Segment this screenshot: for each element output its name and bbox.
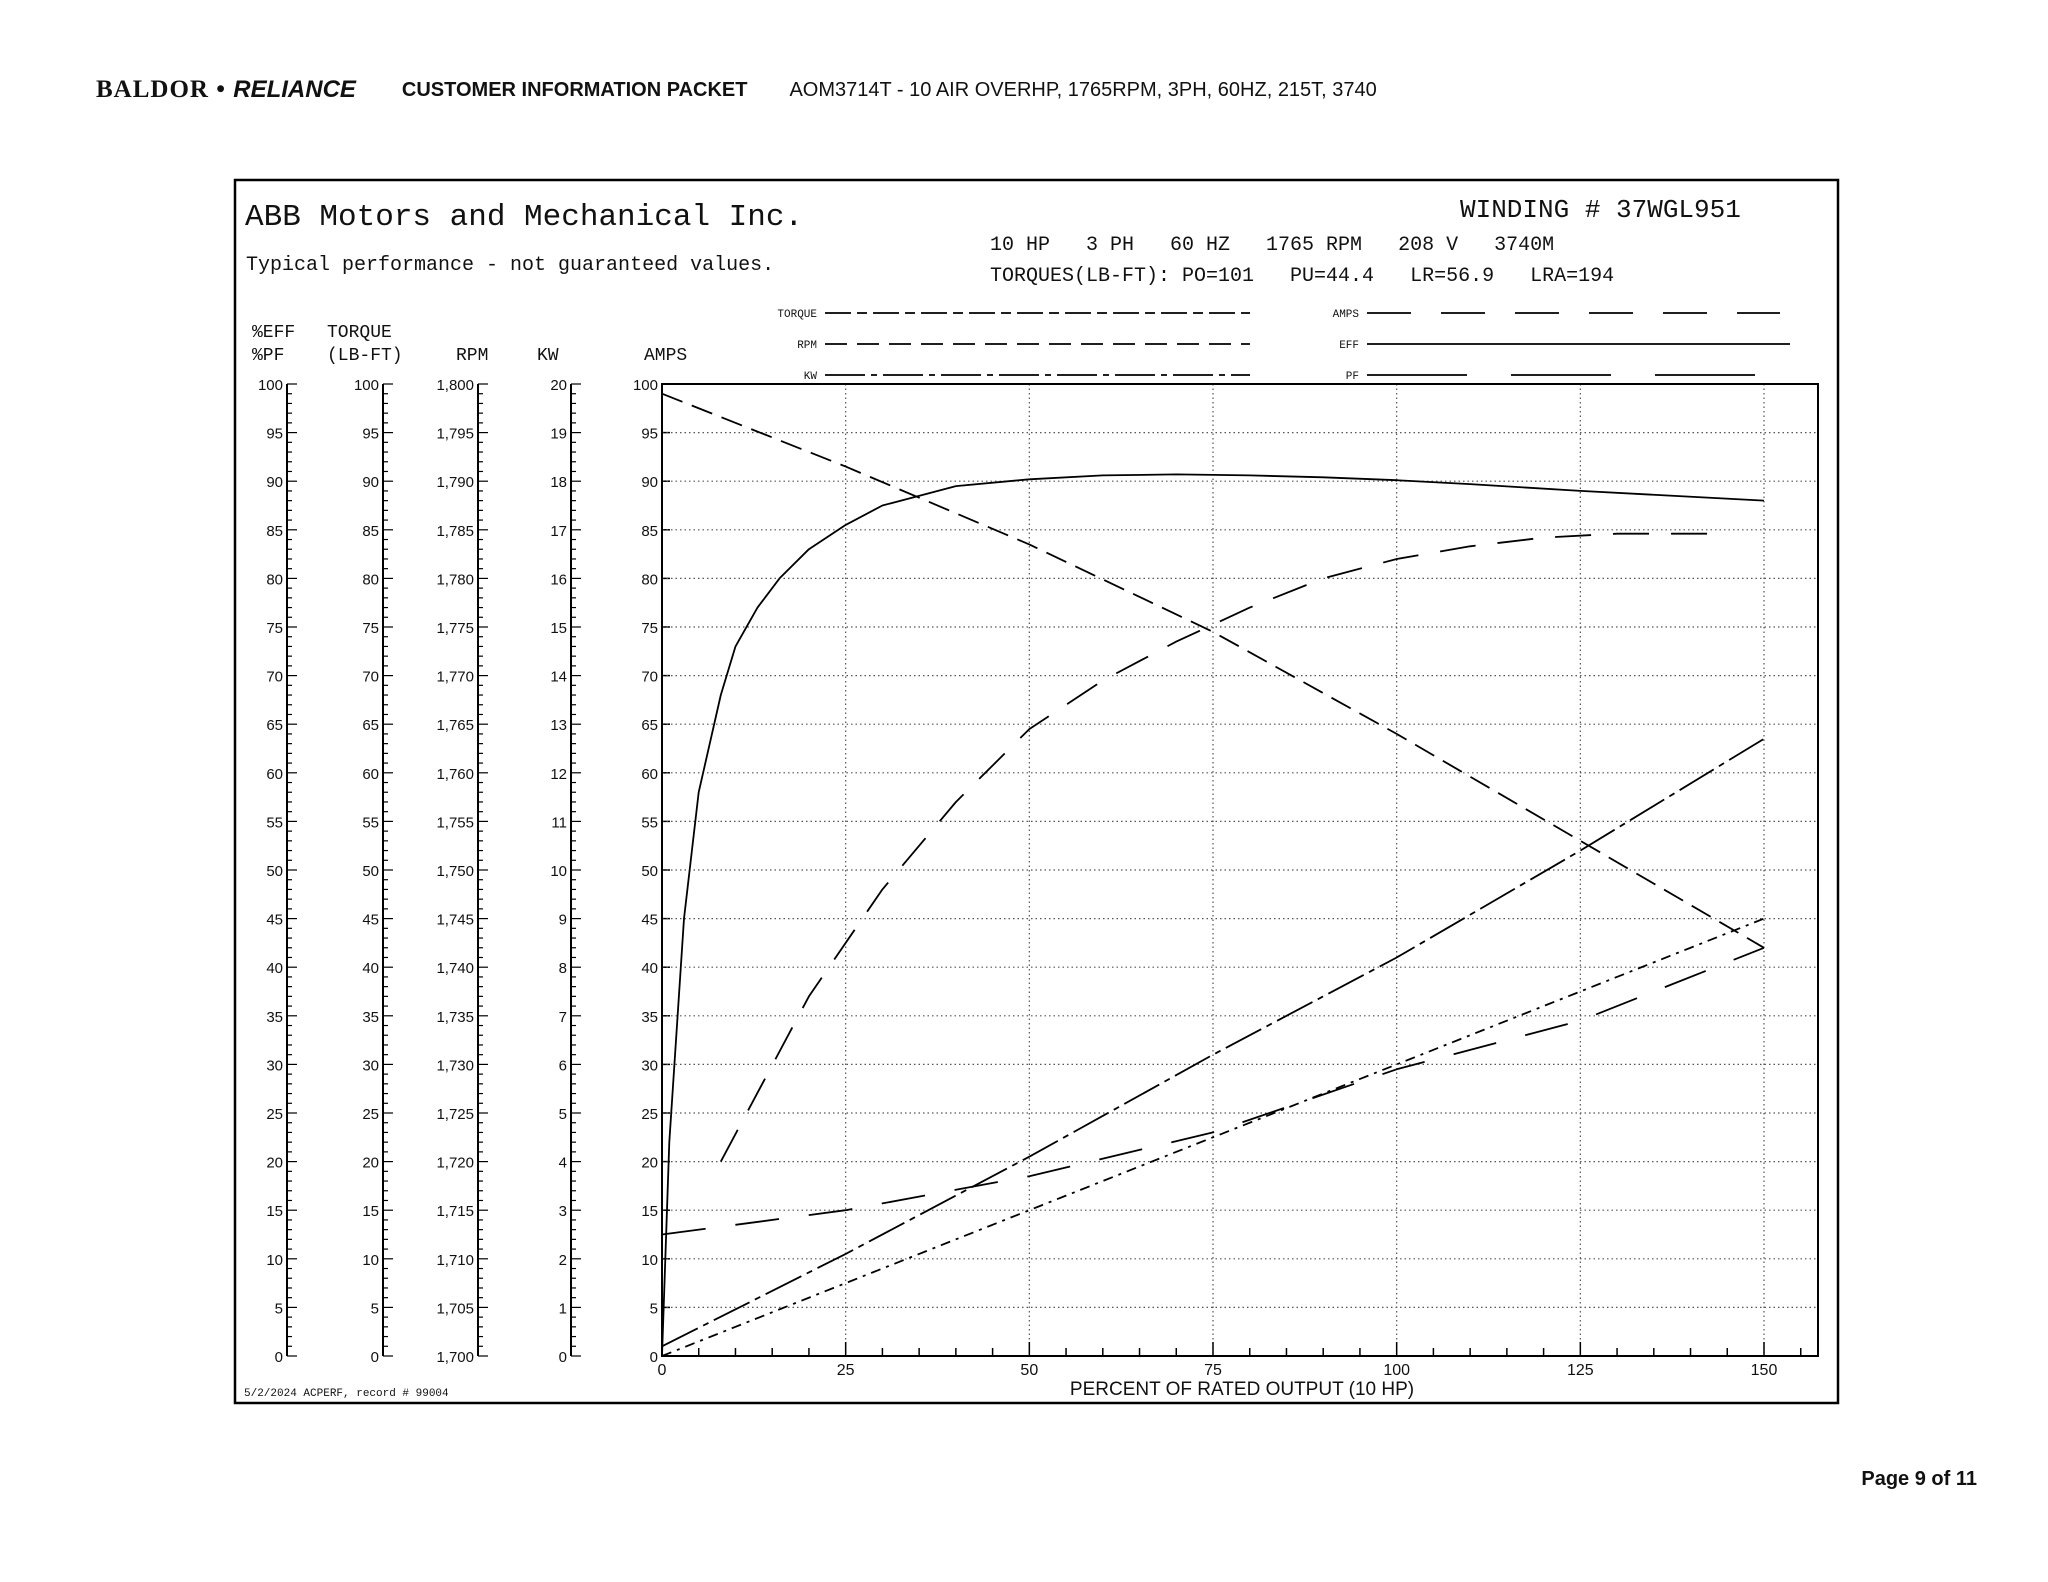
plot-area xyxy=(658,384,1818,1379)
y-tick-label: 100 xyxy=(632,377,658,394)
legend-item xyxy=(804,371,1250,383)
x-tick-label: 150 xyxy=(1750,1362,1778,1379)
x-axis-label: PERCENT OF RATED OUTPUT (10 HP) xyxy=(1069,1379,1415,1400)
y-tick-label: 4 xyxy=(558,1154,567,1172)
y-tick-label: 0 xyxy=(274,1349,283,1366)
y-tick-label: 25 xyxy=(362,1106,379,1123)
y-tick-label: 45 xyxy=(641,911,658,929)
motor-specs: 10 HP 3 PH 60 HZ 1765 RPM 208 V 3740M xyxy=(990,234,1555,257)
y-tick-label: 55 xyxy=(641,814,658,832)
y-tick-label: 10 xyxy=(550,863,567,880)
y-tick-label: 1,725 xyxy=(436,1106,474,1123)
y-tick-label: 100 xyxy=(257,377,283,394)
company-name: ABB Motors and Mechanical Inc. xyxy=(245,200,804,235)
y-tick-label: 1,705 xyxy=(436,1300,474,1318)
y-tick-label: 85 xyxy=(266,522,283,540)
y-tick-label: 40 xyxy=(266,960,283,978)
y-tick-label: 2 xyxy=(558,1251,567,1269)
y-axis-header: RPM xyxy=(456,346,489,366)
legend-label: EFF xyxy=(1339,340,1359,352)
y-tick-label: 1,775 xyxy=(436,620,474,637)
y-tick-label: 1,800 xyxy=(436,377,474,394)
x-tick-label: 0 xyxy=(657,1362,667,1379)
y-tick-label: 14 xyxy=(550,668,567,686)
y-tick-label: 50 xyxy=(362,863,379,880)
y-tick-label: 30 xyxy=(266,1057,283,1075)
y-tick-label: 1,790 xyxy=(436,474,474,492)
x-tick-label: 125 xyxy=(1566,1362,1594,1379)
y-axis-header: (LB-FT) xyxy=(327,346,403,366)
y-tick-label: 1,740 xyxy=(436,960,474,978)
y-tick-label: 1,735 xyxy=(436,1008,474,1026)
y-tick-label: 75 xyxy=(641,620,658,637)
y-tick-label: 95 xyxy=(362,425,379,443)
y-axis-header: KW xyxy=(537,346,559,366)
y-tick-label: 15 xyxy=(266,1203,283,1221)
y-tick-label: 6 xyxy=(558,1057,567,1075)
y-tick-label: 10 xyxy=(266,1251,283,1269)
y-tick-label: 15 xyxy=(550,620,567,637)
page-number: Page 9 of 11 xyxy=(1861,1468,1977,1490)
y-tick-label: 16 xyxy=(550,571,567,589)
y-tick-label: 0 xyxy=(649,1349,658,1366)
y-tick-label: 70 xyxy=(641,668,658,686)
y-tick-label: 1,795 xyxy=(436,425,474,443)
chart-footnote: 5/2/2024 ACPERF, record # 99004 xyxy=(244,1388,449,1400)
y-tick-label: 30 xyxy=(362,1057,379,1075)
y-tick-label: 20 xyxy=(362,1154,379,1172)
y-tick-label: 30 xyxy=(641,1057,658,1075)
y-tick-label: 95 xyxy=(641,425,658,443)
legend-label: RPM xyxy=(797,340,817,352)
y-tick-label: 15 xyxy=(362,1203,379,1221)
y-tick-label: 15 xyxy=(641,1203,658,1221)
y-tick-label: 70 xyxy=(266,668,283,686)
legend-label: KW xyxy=(803,371,817,383)
y-tick-label: 80 xyxy=(641,571,658,589)
y-tick-label: 1,770 xyxy=(436,668,474,686)
y-tick-label: 1,720 xyxy=(436,1154,474,1172)
legend-item xyxy=(797,340,1250,352)
y-tick-label: 1,780 xyxy=(436,571,474,589)
y-tick-label: 70 xyxy=(362,668,379,686)
y-tick-label: 80 xyxy=(266,571,283,589)
legend-label: TORQUE xyxy=(777,309,817,321)
y-axis xyxy=(436,346,488,1366)
y-tick-label: 35 xyxy=(362,1008,379,1026)
legend-label: PF xyxy=(1345,371,1359,383)
y-tick-label: 12 xyxy=(550,765,567,783)
y-tick-label: 60 xyxy=(266,765,283,783)
y-tick-label: 19 xyxy=(550,425,567,443)
y-tick-label: 25 xyxy=(266,1106,283,1123)
y-tick-label: 20 xyxy=(550,377,567,394)
packet-title: CUSTOMER INFORMATION PACKET xyxy=(401,78,748,101)
y-tick-label: 95 xyxy=(266,425,283,443)
y-tick-label: 1,710 xyxy=(436,1251,474,1269)
product-description: AOM3714T - 10 AIR OVERHP, 1765RPM, 3PH, 60HZ, 215T, 3740 xyxy=(789,78,1377,101)
y-tick-label: 1,765 xyxy=(436,717,474,735)
y-tick-label: 40 xyxy=(641,960,658,978)
y-tick-label: 85 xyxy=(641,522,658,540)
y-axis xyxy=(252,323,297,1366)
y-tick-label: 60 xyxy=(362,765,379,783)
y-axis xyxy=(633,346,687,1366)
y-tick-label: 50 xyxy=(641,863,658,880)
y-tick-label: 13 xyxy=(550,717,567,735)
plot-border xyxy=(662,384,1818,1356)
y-tick-label: 100 xyxy=(353,377,379,394)
y-axis-header: AMPS xyxy=(644,346,688,366)
y-tick-label: 65 xyxy=(362,717,379,735)
y-tick-label: 75 xyxy=(362,620,379,637)
legend-item xyxy=(777,309,1250,321)
y-tick-label: 45 xyxy=(266,911,283,929)
y-tick-label: 90 xyxy=(362,474,379,492)
y-tick-label: 20 xyxy=(641,1154,658,1172)
x-tick-label: 25 xyxy=(836,1362,855,1379)
y-tick-label: 25 xyxy=(641,1106,658,1123)
y-tick-label: 1,785 xyxy=(436,522,474,540)
torque-curve xyxy=(662,919,1764,1356)
y-tick-label: 1,745 xyxy=(436,911,474,929)
y-tick-label: 75 xyxy=(266,620,283,637)
winding-label: WINDING # 37WGL951 xyxy=(1460,195,1741,225)
y-tick-label: 10 xyxy=(362,1251,379,1269)
brand-secondary: RELIANCE xyxy=(233,76,356,103)
y-tick-label: 50 xyxy=(266,863,283,880)
y-tick-label: 65 xyxy=(266,717,283,735)
brand-separator: • xyxy=(216,76,226,103)
chart-subtitle: Typical performance - not guaranteed values. xyxy=(246,254,775,277)
brand-name: BALDOR xyxy=(96,76,209,103)
y-axes xyxy=(252,323,687,1366)
y-tick-label: 17 xyxy=(550,522,567,540)
y-axis-header: TORQUE xyxy=(327,323,392,343)
x-tick-label: 50 xyxy=(1020,1362,1039,1379)
y-tick-label: 5 xyxy=(274,1300,283,1318)
y-tick-label: 1 xyxy=(558,1300,567,1318)
y-tick-label: 10 xyxy=(641,1251,658,1269)
y-tick-label: 20 xyxy=(266,1154,283,1172)
x-tick-label: 75 xyxy=(1204,1362,1222,1379)
y-tick-label: 9 xyxy=(558,911,567,929)
y-tick-label: 18 xyxy=(550,474,567,492)
y-tick-label: 90 xyxy=(641,474,658,492)
y-tick-label: 60 xyxy=(641,765,658,783)
y-tick-label: 55 xyxy=(266,814,283,832)
y-tick-label: 0 xyxy=(370,1349,379,1366)
legend-item xyxy=(1333,309,1780,321)
y-tick-label: 8 xyxy=(558,960,567,978)
y-tick-label: 1,750 xyxy=(436,863,474,880)
y-axis xyxy=(537,346,581,1366)
y-tick-label: 7 xyxy=(558,1008,567,1026)
y-tick-label: 5 xyxy=(558,1106,567,1123)
y-tick-label: 11 xyxy=(551,814,567,832)
y-tick-label: 45 xyxy=(362,911,379,929)
y-tick-label: 1,730 xyxy=(436,1057,474,1075)
y-axis-header: %EFF xyxy=(252,323,296,343)
y-tick-label: 90 xyxy=(266,474,283,492)
y-tick-label: 1,715 xyxy=(436,1203,474,1221)
y-tick-label: 3 xyxy=(558,1203,567,1221)
y-tick-label: 35 xyxy=(641,1008,658,1026)
y-tick-label: 5 xyxy=(370,1300,379,1318)
y-tick-label: 65 xyxy=(641,717,658,735)
rpm-curve xyxy=(662,394,1764,948)
y-tick-label: 1,700 xyxy=(436,1349,474,1366)
y-tick-label: 35 xyxy=(266,1008,283,1026)
legend xyxy=(777,309,1790,383)
legend-label: AMPS xyxy=(1332,309,1359,321)
y-tick-label: 0 xyxy=(558,1349,567,1366)
y-axis xyxy=(327,323,403,1366)
y-tick-label: 5 xyxy=(649,1300,658,1318)
x-tick-label: 100 xyxy=(1383,1362,1411,1379)
y-axis-header: %PF xyxy=(252,346,285,366)
torque-specs: TORQUES(LB-FT): PO=101 PU=44.4 LR=56.9 LRA=194 xyxy=(990,265,1615,288)
pf-curve xyxy=(721,534,1728,1162)
legend-item xyxy=(1346,371,1780,383)
y-tick-label: 80 xyxy=(362,571,379,589)
y-tick-label: 1,755 xyxy=(436,814,474,832)
y-tick-label: 1,760 xyxy=(436,765,474,783)
y-tick-label: 55 xyxy=(362,814,379,832)
y-tick-label: 40 xyxy=(362,960,379,978)
legend-item xyxy=(1339,340,1790,352)
y-tick-label: 85 xyxy=(362,522,379,540)
